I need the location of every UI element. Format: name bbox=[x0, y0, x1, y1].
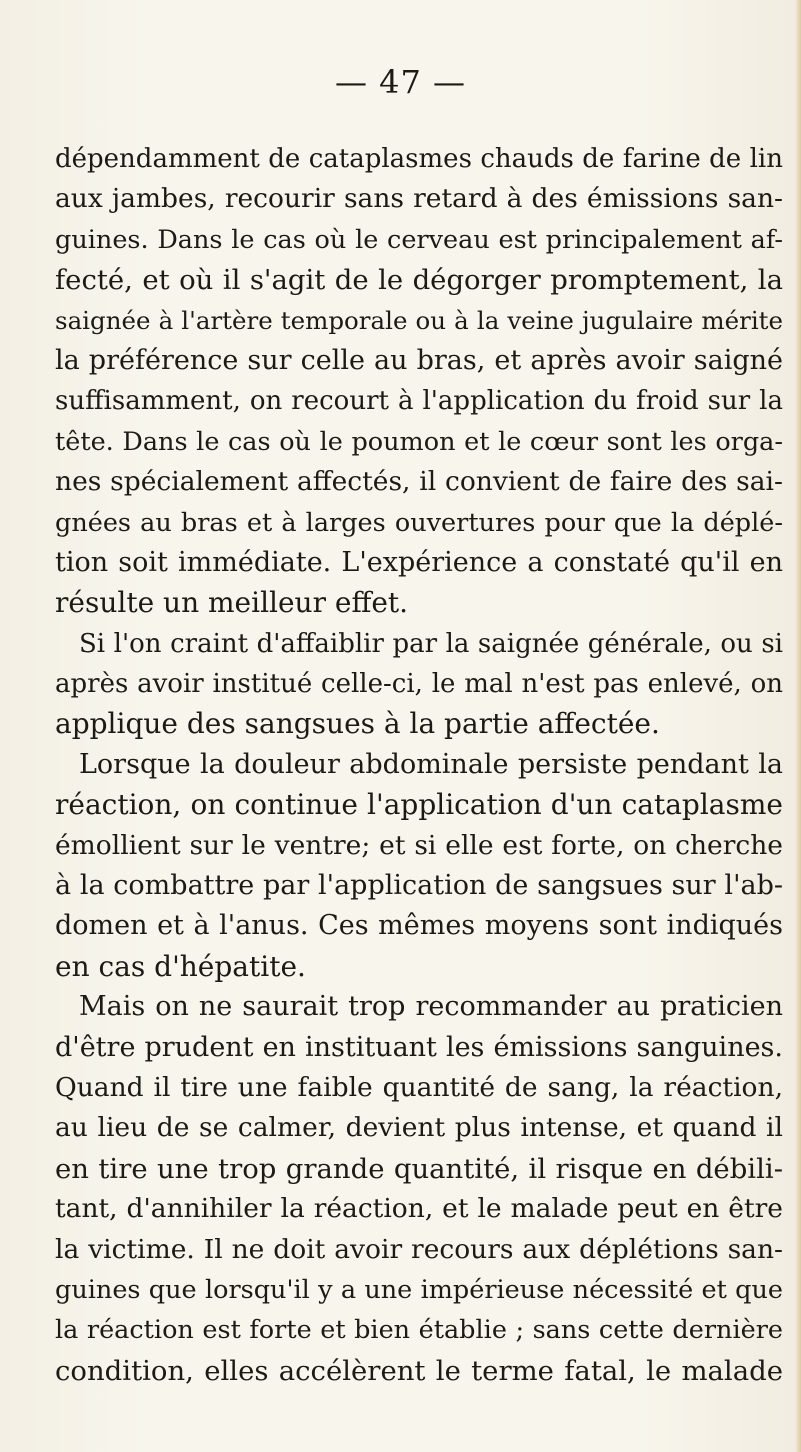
text-line: tion soit immédiate. L'expérience a constaté qu'il en bbox=[55, 546, 783, 578]
text-line: Quand il tire une faible quantité de sang, la réaction, bbox=[55, 1071, 783, 1103]
text-line: suffisamment, on recourt à l'application du froid sur la bbox=[55, 386, 783, 417]
text-line: réaction, on continue l'application d'un cataplasme bbox=[55, 788, 783, 822]
text-line: la réaction est forte et bien établie ; sans cette dernière bbox=[55, 1315, 783, 1346]
text-line: guines. Dans le cas où le cerveau est principalement af- bbox=[55, 224, 783, 255]
body-text bbox=[55, 139, 783, 1391]
text-line: saignée à l'artère temporale ou à la veine jugulaire mérite bbox=[55, 305, 783, 335]
text-line: condition, elles accélèrent le terme fatal, le malade bbox=[55, 1354, 783, 1387]
text-line: aux jambes, recourir sans retard à des émissions san- bbox=[55, 183, 783, 215]
text-line: en cas d'hépatite. bbox=[55, 949, 306, 983]
text-line: au lieu de se calmer, devient plus intense, et quand il bbox=[55, 1112, 783, 1144]
text-line: tant, d'annihiler la réaction, et le malade peut en être bbox=[55, 1193, 783, 1225]
text-line: la victime. Il ne doit avoir recours aux déplétions san- bbox=[55, 1233, 783, 1265]
text-line: dépendamment de cataplasmes chauds de farine de lin bbox=[55, 144, 783, 174]
text-line: d'être prudent en instituant les émissions sanguines. bbox=[55, 1031, 783, 1063]
text-line: Mais on ne saurait trop recommander au praticien bbox=[79, 991, 783, 1023]
text-line: applique des sangsues à la partie affectée. bbox=[55, 707, 660, 741]
text-line: Si l'on craint d'affaiblir par la saignée générale, ou si bbox=[79, 628, 783, 659]
text-line: Lorsque la douleur abdominale persiste pendant la bbox=[79, 748, 783, 780]
text-line: résulte un meilleur effet. bbox=[55, 586, 409, 620]
text-line: tête. Dans le cas où le poumon et le cœur sont les orga- bbox=[55, 426, 783, 457]
text-line: à la combattre par l'application de sangsues sur l'ab- bbox=[55, 870, 783, 902]
text-line: nes spécialement affectés, il convient de faire des sai- bbox=[55, 466, 783, 498]
text-line: la préférence sur celle au bras, et après avoir saigné bbox=[55, 344, 783, 376]
text-line: en tire une trop grande quantité, il risque en débili- bbox=[55, 1152, 783, 1185]
text-line: après avoir institué celle-ci, le mal n'est pas enlevé, on bbox=[55, 669, 783, 700]
page-number: — 47 — bbox=[334, 63, 467, 101]
text-line: guines que lorsqu'il y a une impérieuse nécessité et que bbox=[55, 1274, 783, 1305]
text-line: gnées au bras et à larges ouvertures pour que la déplé- bbox=[55, 507, 783, 538]
text-line: domen et à l'anus. Ces mêmes moyens sont indiqués bbox=[55, 910, 783, 942]
page-edge bbox=[795, 0, 801, 1452]
text-line: émollient sur le ventre; et si elle est forte, on cherche bbox=[55, 829, 783, 861]
text-line: fecté, et où il s'agit de le dégorger promptement, la bbox=[55, 264, 783, 297]
